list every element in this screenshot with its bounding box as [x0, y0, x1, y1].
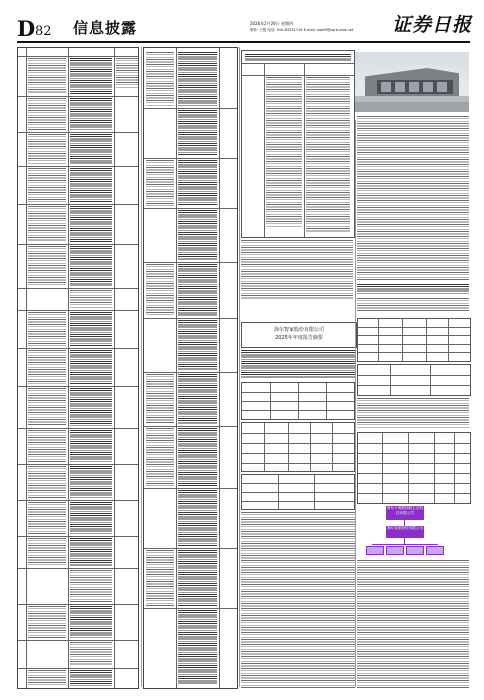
table-row — [242, 75, 354, 76]
org-node-top — [386, 506, 424, 520]
table-cell-text — [70, 98, 112, 130]
table-cell-text — [70, 606, 112, 638]
date-line: 2026年2月26日 星期四 — [250, 21, 294, 26]
table-row — [358, 327, 470, 328]
table-row — [144, 158, 237, 159]
table-row — [144, 488, 237, 489]
masthead-logo: 证券日报 — [392, 14, 473, 36]
table-row — [242, 501, 354, 502]
table-cell-text — [28, 388, 66, 426]
section-title: 信息披露 — [73, 19, 138, 37]
table-row — [18, 56, 138, 57]
table-row — [144, 318, 237, 319]
body-text-block — [357, 398, 469, 428]
table-cell-text — [28, 206, 66, 242]
table-row — [18, 386, 138, 387]
table-cell-text — [178, 550, 217, 606]
table-cell-text — [28, 98, 66, 130]
table-cell-text — [70, 58, 112, 94]
table-row — [18, 348, 138, 349]
table-column-divider — [304, 63, 305, 237]
table-cell-text — [28, 670, 66, 686]
table-cell-text — [28, 502, 66, 534]
table-row — [242, 433, 354, 434]
table-cell-text — [178, 374, 217, 424]
table-cell-text — [70, 388, 112, 426]
table-cell-text — [28, 168, 66, 202]
body-text-block — [357, 284, 469, 294]
disclosure-table-left — [17, 47, 139, 689]
table-row — [18, 96, 138, 97]
table-column-divider — [288, 423, 289, 471]
table-cell-text — [178, 428, 217, 486]
table-row — [144, 108, 237, 109]
body-text-block — [357, 116, 469, 280]
table-cell-text — [28, 246, 66, 286]
table-row — [18, 428, 138, 429]
table-cell-text — [178, 210, 217, 260]
table-cell-text — [178, 110, 217, 156]
table-cell-text — [306, 77, 350, 233]
table-column-divider — [278, 475, 279, 509]
table-row — [18, 568, 138, 569]
table-row — [18, 604, 138, 605]
table-column-divider — [390, 365, 391, 395]
table-column-divider — [430, 365, 431, 395]
table-column-divider — [264, 63, 265, 237]
table-frame — [17, 47, 139, 689]
table-cell-text — [70, 290, 112, 308]
data-table-4 — [357, 318, 471, 362]
table-cell-text — [70, 312, 112, 346]
table-row — [358, 352, 470, 353]
data-table-5 — [357, 364, 471, 396]
body-text-block — [241, 512, 355, 688]
page-letter: D — [17, 16, 36, 41]
body-text-block — [241, 240, 353, 300]
table-row — [18, 464, 138, 465]
table-cell-text — [70, 670, 112, 686]
table-column-divider — [454, 433, 455, 503]
data-table-2 — [241, 422, 355, 472]
table-column-divider — [332, 423, 333, 471]
table-cell-text — [178, 52, 217, 106]
table-row — [144, 608, 237, 609]
table-row — [358, 385, 470, 386]
building-photo-graphic — [355, 52, 469, 112]
table-row — [18, 244, 138, 245]
table-column-divider — [408, 433, 409, 503]
table-row — [242, 63, 354, 64]
table-column-divider — [434, 433, 435, 503]
org-node-middle-label: 海尔智家股份有限公司 — [387, 526, 423, 530]
table-row — [18, 500, 138, 501]
table-row — [242, 453, 354, 454]
table-cell-text — [70, 466, 112, 498]
page-number: 82 — [35, 24, 52, 39]
small-table — [241, 50, 355, 238]
data-table-1 — [241, 382, 355, 420]
table-row — [18, 204, 138, 205]
data-table-3 — [241, 474, 355, 510]
table-cell-text — [178, 320, 217, 370]
table-row — [18, 310, 138, 311]
table-row — [242, 443, 354, 444]
header-rule — [17, 41, 470, 43]
table-cell-text — [146, 428, 174, 486]
org-node-child — [366, 546, 384, 555]
company-name: 海尔智家股份有限公司 — [273, 327, 324, 333]
table-row — [358, 335, 470, 336]
table-cell-text — [70, 168, 112, 202]
table-column-divider — [378, 319, 379, 361]
table-cell-text — [70, 642, 112, 666]
table-cell-text — [178, 160, 217, 206]
org-node-middle — [386, 526, 424, 538]
table-cell-text — [266, 77, 302, 227]
table-cell-text — [28, 538, 66, 566]
org-connector — [372, 544, 438, 545]
table-cell-text — [70, 430, 112, 462]
table-column-divider — [68, 48, 69, 688]
table-row — [242, 492, 354, 493]
data-table-6 — [357, 432, 471, 504]
table-column-divider — [26, 48, 27, 688]
table-row — [18, 288, 138, 289]
announcement-title-box — [241, 322, 357, 348]
table-row — [18, 536, 138, 537]
table-header-text — [245, 54, 351, 61]
table-row — [18, 166, 138, 167]
table-column-divider — [176, 48, 177, 688]
org-node-child — [386, 546, 404, 555]
table-cell-text — [28, 606, 66, 638]
table-column-divider — [219, 48, 220, 688]
table-cell-text — [146, 264, 174, 316]
table-cell-text — [70, 350, 112, 384]
table-cell-text — [28, 466, 66, 498]
column-rule — [141, 47, 142, 687]
table-cell-text — [146, 160, 174, 206]
table-cell-text — [70, 502, 112, 534]
table-cell-text — [70, 538, 112, 566]
column-rule — [239, 47, 240, 687]
table-cell-text — [146, 374, 174, 424]
body-text-block — [357, 560, 469, 688]
table-column-divider — [426, 319, 427, 361]
body-text-block — [357, 298, 469, 312]
table-column-divider — [298, 383, 299, 419]
column-rule — [355, 120, 356, 687]
table-row — [144, 208, 237, 209]
org-node-top-label: 海尔卡奥斯物联生态科技有限公司 — [387, 506, 423, 515]
table-row — [18, 640, 138, 641]
table-cell-text — [70, 246, 112, 286]
table-cell-text — [70, 206, 112, 242]
table-row — [242, 463, 354, 464]
table-row — [144, 548, 237, 549]
disclosure-table-middle — [143, 47, 238, 689]
table-cell-text — [28, 58, 66, 94]
table-cell-text — [178, 490, 217, 546]
table-column-divider — [402, 319, 403, 361]
table-column-divider — [314, 475, 315, 509]
table-row — [18, 668, 138, 669]
table-row — [144, 372, 237, 373]
table-cell-text — [178, 610, 217, 684]
table-row — [358, 344, 470, 345]
table-row — [144, 262, 237, 263]
table-cell-text — [178, 264, 217, 316]
table-cell-text — [70, 570, 112, 602]
report-title: 2025年年度报告摘要 — [275, 335, 323, 341]
building-photo — [355, 52, 469, 112]
body-text-block — [241, 350, 355, 378]
table-cell-text — [28, 134, 66, 164]
table-column-divider — [448, 319, 449, 361]
table-cell-text — [28, 350, 66, 384]
table-cell-text — [28, 430, 66, 462]
org-node-child — [426, 546, 444, 555]
table-row — [358, 375, 470, 376]
editor-line: 制作: 王骏 电话: 010-83251716 E-mail: zqrb9@zqrb.sina.net — [250, 28, 354, 32]
table-column-divider — [326, 383, 327, 419]
org-node-child — [406, 546, 424, 555]
table-row — [144, 426, 237, 427]
table-column-divider — [114, 48, 115, 688]
table-column-divider — [270, 383, 271, 419]
table-cell-text — [116, 58, 138, 88]
table-cell-text — [28, 312, 66, 346]
table-cell-text — [146, 550, 174, 606]
table-frame — [143, 47, 238, 689]
table-cell-text — [146, 52, 174, 106]
table-column-divider — [310, 423, 311, 471]
table-row — [242, 483, 354, 484]
table-cell-text — [70, 134, 112, 164]
table-row — [18, 132, 138, 133]
table-column-divider — [382, 433, 383, 503]
table-column-divider — [264, 423, 265, 471]
